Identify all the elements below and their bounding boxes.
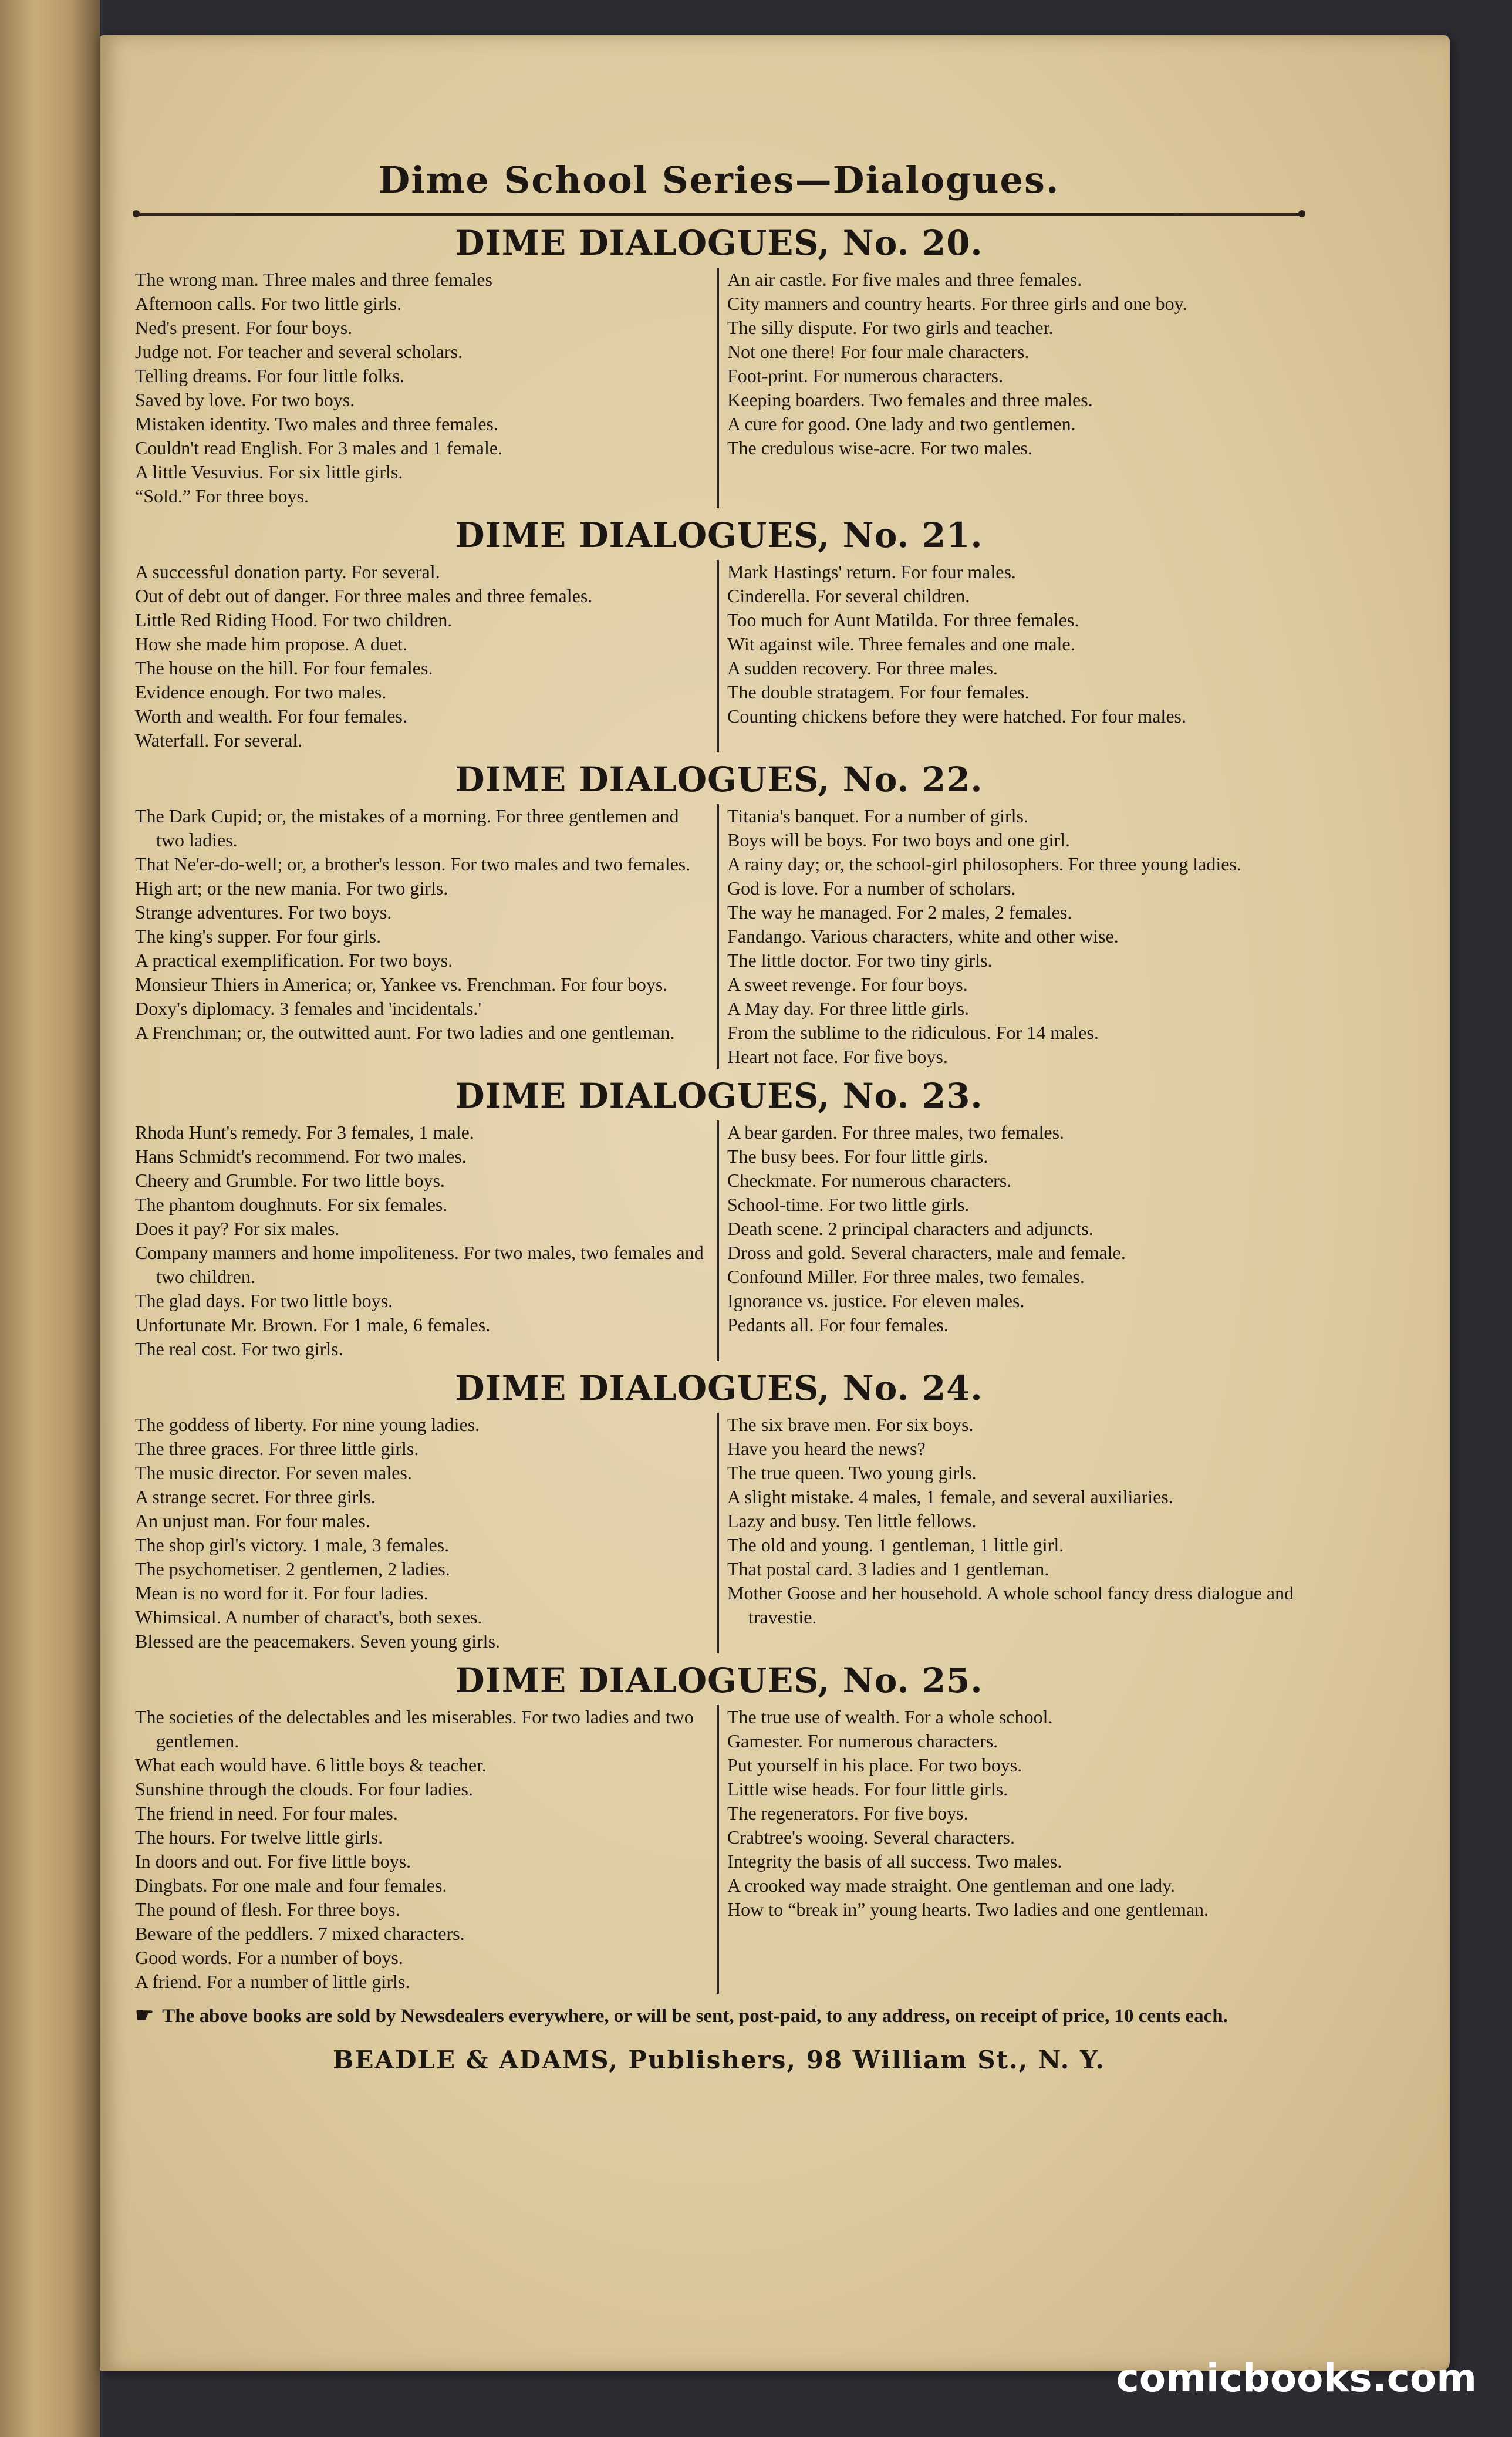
list-item: An air castle. For five males and three females. [727, 269, 1082, 290]
list-item: The music director. For seven males. [135, 1462, 412, 1483]
list-item: Dross and gold. Several characters, male and female. [727, 1242, 1126, 1263]
right-column [719, 1705, 1303, 1994]
list-item: The real cost. For two girls. [135, 1338, 343, 1359]
list-item: Sunshine through the clouds. For four ladies. [135, 1778, 473, 1800]
list-item: Mean is no word for it. For four ladies. [135, 1582, 428, 1604]
list-item: The true use of wealth. For a whole school. [727, 1706, 1053, 1727]
left-column [135, 804, 719, 1069]
list-item: High art; or the new mania. For two girls. [135, 877, 448, 899]
list-item: Whimsical. A number of charact's, both sexes. [135, 1606, 482, 1628]
list-item: The Dark Cupid; or, the mistakes of a morning. For three gentlemen and two ladies. [135, 805, 679, 850]
list-item: Dingbats. For one male and four females. [135, 1875, 447, 1896]
list-item: Fandango. Various characters, white and other wise. [727, 926, 1119, 947]
list-item: Heart not face. For five boys. [727, 1046, 948, 1067]
list-item: Mistaken identity. Two males and three females. [135, 413, 498, 434]
series-title: Dime School Series—Dialogues. [378, 158, 1060, 201]
list-item: Counting chickens before they were hatched. For four males. [727, 706, 1186, 727]
list-item: Saved by love. For two boys. [135, 389, 355, 410]
list-item: A May day. For three little girls. [727, 998, 970, 1019]
list-item: The psychometiser. 2 gentlemen, 2 ladies. [135, 1558, 450, 1579]
list-item: The king's supper. For four girls. [135, 926, 382, 947]
footer-note-text: The above books are sold by Newsdealers everywhere, or will be sent, post-paid, to any address, on receipt of price, 10 cents each. [162, 2006, 1228, 2027]
list-item: A Frenchman; or, the outwitted aunt. For two ladies and one gentleman. [135, 1022, 675, 1043]
list-item: In doors and out. For five little boys. [135, 1851, 411, 1872]
list-item: Boys will be boys. For two boys and one girl. [727, 829, 1070, 850]
list-item: Waterfall. For several. [135, 730, 303, 751]
list-item: Couldn't read English. For 3 males and 1 female. [135, 437, 503, 458]
left-column [135, 1413, 719, 1653]
list-item: Titania's banquet. For a number of girls. [727, 805, 1028, 826]
list-item: Put yourself in his place. For two boys. [727, 1754, 1022, 1776]
list-item: Too much for Aunt Matilda. For three females. [727, 609, 1079, 630]
list-item: The old and young. 1 gentleman, 1 little girl. [727, 1534, 1064, 1555]
list-item: Out of debt out of danger. For three males and three females. [135, 585, 593, 606]
list-item: The double stratagem. For four females. [727, 681, 1030, 703]
list-item: Ned's present. For four boys. [135, 317, 353, 338]
list-item: The phantom doughnuts. For six females. [135, 1194, 448, 1215]
section-title: DIME DIALOGUES, No. 21. [455, 515, 983, 555]
section-columns [135, 268, 1303, 508]
list-item: That Ne'er-do-well; or, a brother's lesson. For two males and two females. [135, 853, 691, 875]
left-column [135, 560, 719, 752]
list-item: A sweet revenge. For four boys. [727, 974, 968, 995]
section-title: DIME DIALOGUES, No. 22. [455, 760, 983, 799]
dialogue-section [135, 1662, 1303, 1994]
list-item: The hours. For twelve little girls. [135, 1827, 383, 1848]
left-column [135, 1120, 719, 1361]
section-columns [135, 1413, 1303, 1653]
list-item: Gamester. For numerous characters. [727, 1730, 998, 1751]
list-item: God is love. For a number of scholars. [727, 877, 1016, 899]
list-item: The goddess of liberty. For nine young ladies. [135, 1414, 480, 1435]
dialogue-section [135, 517, 1303, 752]
list-item: Unfortunate Mr. Brown. For 1 male, 6 females. [135, 1314, 491, 1335]
list-item: Evidence enough. For two males. [135, 681, 387, 703]
section-title: DIME DIALOGUES, No. 24. [455, 1368, 983, 1408]
dialogue-section [135, 1077, 1303, 1361]
title-rule [135, 213, 1303, 216]
list-item: A crooked way made straight. One gentleman and one lady. [727, 1875, 1176, 1896]
list-item: The societies of the delectables and les miserables. For two ladies and two gentlemen. [135, 1706, 694, 1751]
list-item: Worth and wealth. For four females. [135, 706, 407, 727]
list-item: Telling dreams. For four little folks. [135, 365, 405, 386]
list-item: What each would have. 6 little boys & teacher. [135, 1754, 487, 1776]
list-item: The little doctor. For two tiny girls. [727, 950, 993, 971]
section-columns [135, 804, 1303, 1069]
list-item: Checkmate. For numerous characters. [727, 1170, 1012, 1191]
list-item: The credulous wise-acre. For two males. [727, 437, 1032, 458]
list-item: The friend in need. For four males. [135, 1803, 398, 1824]
list-item: A friend. For a number of little girls. [135, 1971, 410, 1992]
list-item: The six brave men. For six boys. [727, 1414, 974, 1435]
list-item: Death scene. 2 principal characters and adjuncts. [727, 1218, 1094, 1239]
list-item: The house on the hill. For four females. [135, 657, 433, 679]
list-item: The shop girl's victory. 1 male, 3 females. [135, 1534, 450, 1555]
dialogue-section [135, 1369, 1303, 1653]
list-item: Strange adventures. For two boys. [135, 902, 392, 923]
list-item: Wit against wile. Three females and one male. [727, 633, 1075, 654]
list-item: Little Red Riding Hood. For two children. [135, 609, 453, 630]
section-columns [135, 1120, 1303, 1361]
dialogue-section [135, 761, 1303, 1069]
list-item: Blessed are the peacemakers. Seven young girls. [135, 1631, 501, 1652]
right-column [719, 1120, 1303, 1361]
list-item: Hans Schmidt's recommend. For two males. [135, 1146, 467, 1167]
list-item: A sudden recovery. For three males. [727, 657, 998, 679]
list-item: Cheery and Grumble. For two little boys. [135, 1170, 445, 1191]
list-item: A cure for good. One lady and two gentlemen. [727, 413, 1076, 434]
list-item: Foot-print. For numerous characters. [727, 365, 1004, 386]
list-item: A little Vesuvius. For six little girls. [135, 461, 403, 482]
list-item: Judge not. For teacher and several scholars. [135, 341, 463, 362]
section-columns [135, 1705, 1303, 1994]
publisher-line: BEADLE & ADAMS, Publishers, 98 William St., N. Y. [332, 2046, 1106, 2074]
list-item: Pedants all. For four females. [727, 1314, 949, 1335]
left-column [135, 268, 719, 508]
list-item: Confound Miller. For three males, two females. [727, 1266, 1085, 1287]
list-item: The wrong man. Three males and three females [135, 269, 492, 290]
watermark: comicbooks.com [1116, 2355, 1477, 2401]
document-body [135, 158, 1303, 2074]
list-item: A practical exemplification. For two boys. [135, 950, 453, 971]
sections-container [135, 224, 1303, 1994]
footer-note [135, 2002, 1303, 2029]
list-item: Monsieur Thiers in America; or, Yankee vs. Frenchman. For four boys. [135, 974, 668, 995]
list-item: Beware of the peddlers. 7 mixed characters. [135, 1923, 465, 1944]
list-item: The regenerators. For five boys. [727, 1803, 968, 1824]
list-item: The true queen. Two young girls. [727, 1462, 977, 1483]
list-item: From the sublime to the ridiculous. For 14 males. [727, 1022, 1099, 1043]
list-item: An unjust man. For four males. [135, 1510, 370, 1531]
list-item: School-time. For two little girls. [727, 1194, 970, 1215]
list-item: Afternoon calls. For two little girls. [135, 293, 402, 314]
list-item: Cinderella. For several children. [727, 585, 970, 606]
list-item: The glad days. For two little boys. [135, 1290, 393, 1311]
list-item: The busy bees. For four little girls. [727, 1146, 988, 1167]
list-item: City manners and country hearts. For three girls and one boy. [727, 293, 1187, 314]
section-title: DIME DIALOGUES, No. 25. [455, 1660, 983, 1700]
list-item: A rainy day; or, the school-girl philosophers. For three young ladies. [727, 853, 1241, 875]
list-item: The silly dispute. For two girls and teacher. [727, 317, 1054, 338]
list-item: How to “break in” young hearts. Two ladies and one gentleman. [727, 1899, 1209, 1920]
list-item: Mother Goose and her household. A whole school fancy dress dialogue and travestie. [727, 1582, 1294, 1628]
right-column [719, 1413, 1303, 1653]
section-title: DIME DIALOGUES, No. 23. [455, 1076, 983, 1116]
list-item: Integrity the basis of all success. Two males. [727, 1851, 1062, 1872]
list-item: Lazy and busy. Ten little fellows. [727, 1510, 977, 1531]
list-item: A bear garden. For three males, two females. [727, 1122, 1065, 1143]
list-item: Not one there! For four male characters. [727, 341, 1030, 362]
book-spine [0, 0, 100, 2437]
list-item: Have you heard the news? [727, 1438, 926, 1459]
left-column [135, 1705, 719, 1994]
list-item: “Sold.” For three boys. [135, 485, 309, 507]
list-item: A slight mistake. 4 males, 1 female, and several auxiliaries. [727, 1486, 1173, 1507]
list-item: Good words. For a number of boys. [135, 1947, 403, 1968]
list-item: A successful donation party. For several. [135, 561, 440, 582]
list-item: Keeping boarders. Two females and three males. [727, 389, 1093, 410]
list-item: Rhoda Hunt's remedy. For 3 females, 1 male. [135, 1122, 474, 1143]
list-item: How she made him propose. A duet. [135, 633, 407, 654]
list-item: Company manners and home impoliteness. For two males, two females and two children. [135, 1242, 704, 1287]
list-item: Does it pay? For six males. [135, 1218, 340, 1239]
list-item: The pound of flesh. For three boys. [135, 1899, 400, 1920]
list-item: Doxy's diplomacy. 3 females and 'incidentals.' [135, 998, 482, 1019]
right-column [719, 560, 1303, 752]
section-columns [135, 560, 1303, 752]
pointing-hand-icon: ☛ [135, 2003, 154, 2027]
right-column [719, 268, 1303, 508]
right-column [719, 804, 1303, 1069]
list-item: That postal card. 3 ladies and 1 gentleman. [727, 1558, 1049, 1579]
list-item: A strange secret. For three girls. [135, 1486, 376, 1507]
list-item: The way he managed. For 2 males, 2 females. [727, 902, 1072, 923]
list-item: Ignorance vs. justice. For eleven males. [727, 1290, 1025, 1311]
dialogue-section [135, 224, 1303, 508]
list-item: Crabtree's wooing. Several characters. [727, 1827, 1015, 1848]
list-item: Little wise heads. For four little girls. [727, 1778, 1008, 1800]
list-item: Mark Hastings' return. For four males. [727, 561, 1016, 582]
list-item: The three graces. For three little girls. [135, 1438, 419, 1459]
section-title: DIME DIALOGUES, No. 20. [455, 223, 983, 263]
